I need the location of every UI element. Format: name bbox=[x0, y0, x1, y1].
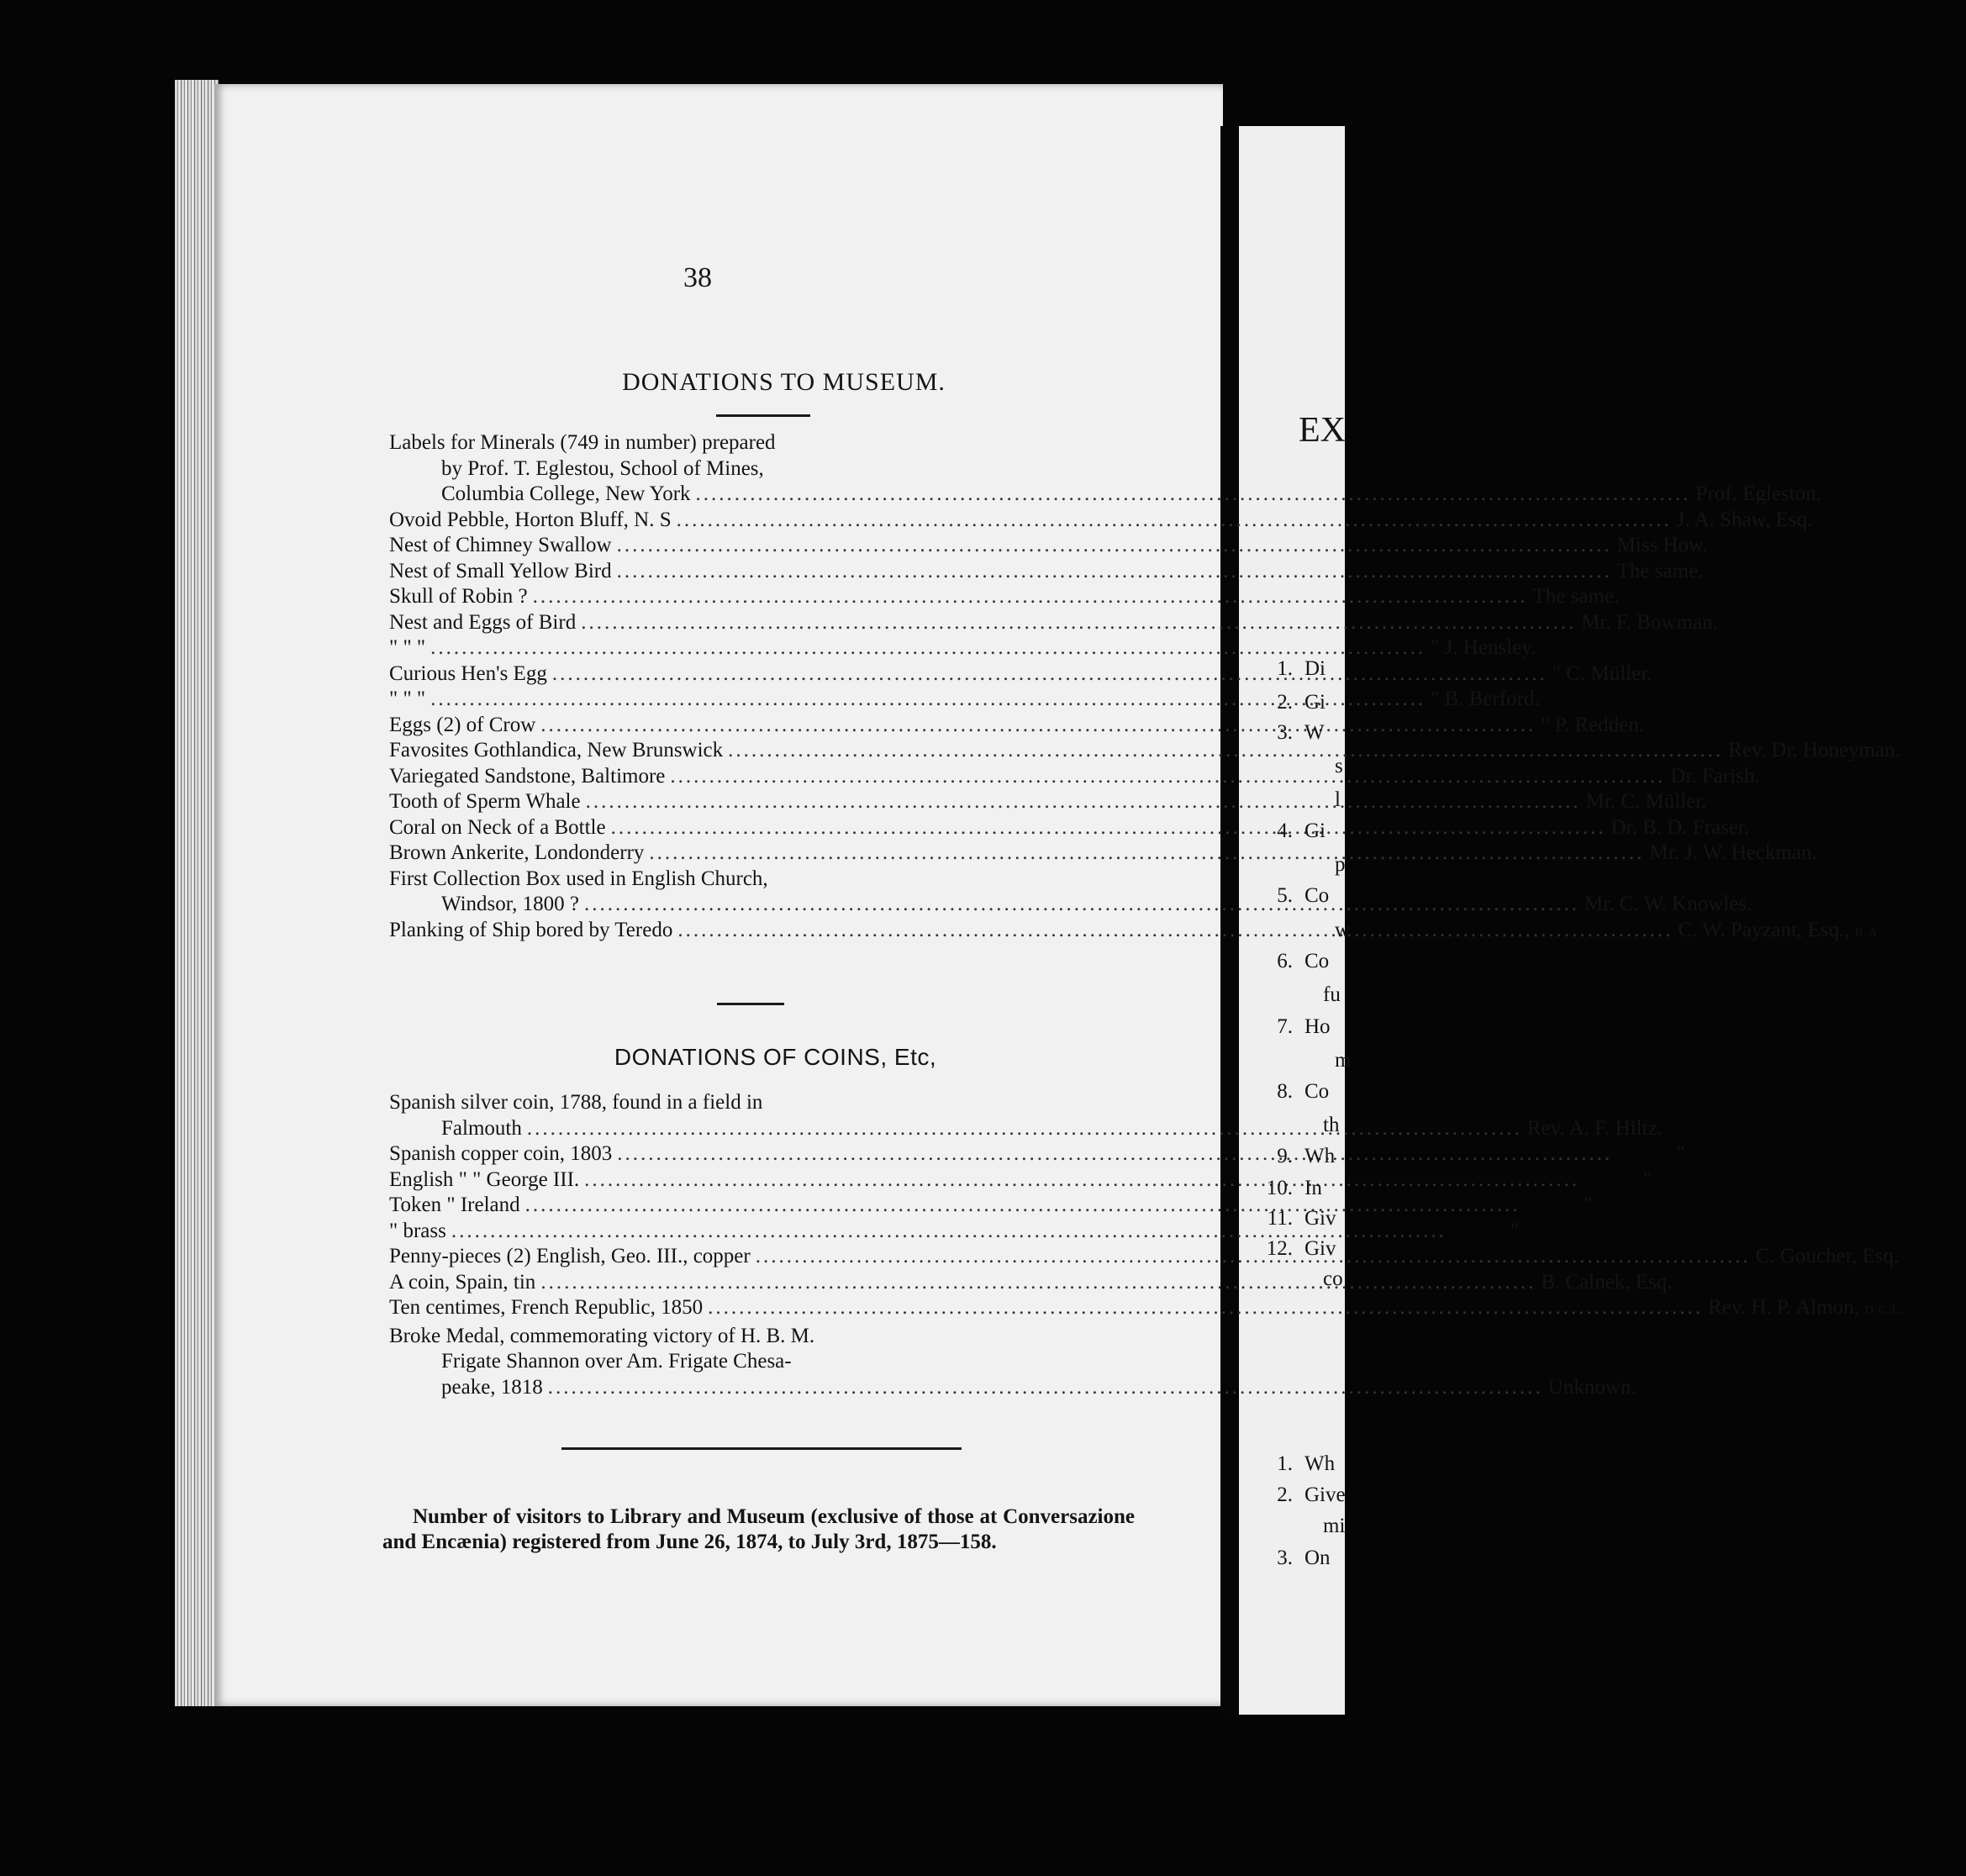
right-page-item bbox=[1246, 721, 1325, 745]
entry-donor bbox=[1452, 1219, 1662, 1245]
entry-description: Nest of Chimney Swallow bbox=[389, 534, 612, 556]
entry-donor bbox=[1431, 635, 1641, 661]
leader-dots bbox=[708, 1295, 1703, 1321]
entry-description: Coral on Neck of a Bottle bbox=[389, 815, 606, 839]
donor-name: Dr. B. D. Fraser. bbox=[1610, 815, 1750, 839]
entry-donor bbox=[1527, 1116, 1737, 1142]
item-text: Giv bbox=[1305, 1207, 1336, 1230]
item-number: 10. bbox=[1266, 1177, 1293, 1199]
book-page-edges bbox=[175, 80, 219, 1706]
entry-row bbox=[389, 1116, 1663, 1142]
entry-description: Columbia College, New York bbox=[441, 482, 691, 505]
donor-name: The same. bbox=[1532, 585, 1620, 608]
donor-name: J. A. Shaw, Esq. bbox=[1676, 508, 1813, 531]
item-text: In bbox=[1305, 1177, 1322, 1199]
leader-dots bbox=[548, 1375, 1543, 1401]
leader-dots bbox=[540, 713, 1536, 739]
entry-donor bbox=[1584, 892, 1795, 918]
item-number: 7. bbox=[1277, 1015, 1293, 1038]
item-number: 11. bbox=[1267, 1207, 1293, 1230]
donor-name: B. Calnek, Esq. bbox=[1541, 1270, 1673, 1294]
donor-name: The same. bbox=[1616, 559, 1704, 582]
right-page-item bbox=[1246, 1207, 1336, 1230]
entry-row bbox=[389, 1219, 1520, 1245]
leader-dots bbox=[581, 610, 1576, 636]
entry-description: Penny-pieces (2) English, Geo. III., copper bbox=[389, 1245, 751, 1267]
entry-description: Spanish copper coin, 1803 bbox=[389, 1142, 613, 1165]
section-divider bbox=[561, 1447, 962, 1450]
entry-row bbox=[389, 789, 1707, 815]
coins-heading: DONATIONS OF COINS, Etc, bbox=[614, 1044, 937, 1070]
leader-dots bbox=[552, 661, 1547, 688]
leader-dots bbox=[586, 789, 1581, 815]
right-page-item bbox=[1246, 1515, 1345, 1538]
leader-dots bbox=[649, 841, 1644, 867]
right-page-item bbox=[1246, 884, 1329, 908]
visitors-note: Number of visitors to Library and Museum (exclusive of those at Conversazione and Encænia) registered from June 26, 1874, to July 3rd, 1875—158. bbox=[382, 1505, 1135, 1553]
entry-donor bbox=[1541, 713, 1751, 739]
entry-donor bbox=[1708, 1295, 1918, 1324]
leader-dots bbox=[540, 1270, 1536, 1296]
leader-dots bbox=[584, 892, 1579, 918]
entry-row bbox=[389, 508, 1813, 534]
leader-dots bbox=[527, 1116, 1522, 1142]
entry-row bbox=[389, 430, 1146, 456]
entry-donor bbox=[1728, 738, 1938, 764]
leader-dots bbox=[677, 508, 1672, 534]
donor-name: C. Goucher, Esq. bbox=[1755, 1245, 1900, 1267]
donor-name: " P. Redden. bbox=[1541, 713, 1644, 736]
entry-row bbox=[389, 918, 1879, 946]
entry-description: Ten centimes, French Republic, 1850 bbox=[389, 1296, 704, 1319]
entry-donor bbox=[1677, 508, 1887, 534]
item-text: Wh bbox=[1305, 1452, 1336, 1475]
item-text: w bbox=[1335, 919, 1351, 941]
entry-row bbox=[389, 456, 1146, 482]
right-page-item bbox=[1246, 1049, 1351, 1072]
item-text: Wh bbox=[1305, 1145, 1336, 1167]
item-text: Giv bbox=[1305, 1237, 1336, 1260]
right-page-item bbox=[1246, 1015, 1331, 1039]
entry-description: Frigate Shannon over Am. Frigate Chesa- bbox=[441, 1350, 792, 1373]
entry-description: Broke Medal, commemorating victory of H. B. M. bbox=[389, 1324, 815, 1347]
leader-dots bbox=[617, 559, 1612, 585]
entry-row bbox=[389, 610, 1718, 636]
donor-name: Unknown. bbox=[1547, 1375, 1637, 1399]
item-text: th bbox=[1323, 1114, 1340, 1136]
donor-name: Dr. Farish. bbox=[1670, 764, 1760, 788]
entry-row bbox=[389, 533, 1708, 559]
item-number: 2. bbox=[1277, 1483, 1293, 1506]
item-text: Gi bbox=[1305, 691, 1326, 714]
entry-description: Skull of Robin ? bbox=[389, 585, 528, 608]
right-page-item bbox=[1246, 853, 1346, 877]
entry-row bbox=[389, 1375, 1637, 1401]
item-text: mi bbox=[1323, 1515, 1346, 1537]
right-page-item bbox=[1246, 1177, 1322, 1200]
entry-description: by Prof. T. Eglestou, School of Mines, bbox=[441, 456, 764, 480]
entry-description: Token " Ireland bbox=[389, 1194, 520, 1216]
item-number: 2. bbox=[1277, 691, 1293, 714]
entry-description: English " " George III. bbox=[389, 1167, 580, 1191]
entry-description: First Collection Box used in English Church, bbox=[389, 867, 768, 890]
entry-donor bbox=[1431, 687, 1641, 713]
entry-description: Planking of Ship bored by Teredo bbox=[389, 918, 673, 941]
donor-name: Miss How. bbox=[1616, 534, 1708, 556]
right-page-heading-fragment: EX bbox=[1299, 411, 1346, 450]
entry-donor bbox=[1617, 1141, 1827, 1167]
section-divider bbox=[717, 1003, 784, 1005]
right-page-item bbox=[1246, 1452, 1335, 1476]
item-text: W bbox=[1305, 721, 1325, 744]
entry-description: Nest and Eggs of Bird bbox=[389, 610, 577, 634]
leader-dots bbox=[617, 1141, 1612, 1167]
entry-description: Curious Hen's Egg bbox=[389, 661, 547, 685]
donor-name: " bbox=[1643, 1167, 1652, 1191]
item-text: Ho bbox=[1305, 1015, 1331, 1038]
entry-description: Labels for Minerals (749 in number) prepared bbox=[389, 431, 776, 454]
leader-dots bbox=[584, 1167, 1579, 1194]
entry-row bbox=[389, 867, 1146, 893]
item-text: Co bbox=[1305, 884, 1330, 907]
leader-dots bbox=[728, 738, 1723, 764]
item-number: 1. bbox=[1277, 1452, 1293, 1475]
degree-suffix: B.A bbox=[1854, 925, 1879, 940]
entry-row bbox=[389, 559, 1704, 585]
entry-description: Brown Ankerite, Londonderry bbox=[389, 841, 645, 864]
donor-name: Rev. Dr. Honeyman. bbox=[1728, 739, 1900, 761]
entry-row bbox=[389, 584, 1620, 610]
entry-description: Tooth of Sperm Whale bbox=[389, 790, 581, 813]
item-number: 6. bbox=[1277, 950, 1293, 972]
entry-row bbox=[389, 1270, 1673, 1296]
page-number: 38 bbox=[683, 262, 712, 293]
entry-description: Nest of Small Yellow Bird bbox=[389, 559, 612, 582]
right-page-item bbox=[1246, 755, 1343, 778]
leader-dots bbox=[677, 918, 1673, 944]
entry-donor bbox=[1526, 1193, 1736, 1219]
entry-donor bbox=[1617, 559, 1827, 585]
entry-donor bbox=[1649, 841, 1859, 867]
donor-name: " bbox=[1676, 1142, 1685, 1165]
entry-row bbox=[389, 1324, 1146, 1350]
entry-row bbox=[389, 738, 1900, 764]
donor-name: Mr. C. W. Knowles. bbox=[1584, 893, 1753, 915]
item-text: On bbox=[1305, 1547, 1331, 1569]
entry-row bbox=[389, 1090, 1146, 1116]
entry-description: " " " bbox=[389, 688, 426, 710]
entry-description: Falmouth bbox=[441, 1116, 522, 1140]
right-page-item bbox=[1246, 1080, 1329, 1104]
entry-donor bbox=[1586, 789, 1796, 815]
item-text: fu bbox=[1323, 983, 1341, 1006]
donor-name: Prof. Egleston. bbox=[1695, 482, 1821, 505]
item-text: s bbox=[1335, 755, 1343, 777]
item-number: 1. bbox=[1277, 657, 1293, 680]
entry-row bbox=[389, 482, 1821, 508]
museum-heading: DONATIONS TO MUSEUM. bbox=[622, 368, 946, 396]
degree-suffix: D.C.L. bbox=[1864, 1304, 1905, 1317]
entry-donor bbox=[1611, 815, 1821, 841]
entry-donor bbox=[1533, 584, 1743, 610]
entry-donor bbox=[1670, 764, 1880, 790]
entry-row bbox=[389, 1349, 1146, 1375]
donor-name: " J. Hensley. bbox=[1431, 636, 1536, 659]
item-text: Di bbox=[1305, 657, 1326, 680]
entry-donor bbox=[1581, 610, 1791, 636]
entry-description: A coin, Spain, tin bbox=[389, 1270, 536, 1294]
entry-description: Spanish silver coin, 1788, found in a field in bbox=[389, 1091, 763, 1114]
donor-name: " B. Berford. bbox=[1431, 688, 1540, 710]
donor-name: " bbox=[1510, 1219, 1520, 1242]
entry-description: Favosites Gothlandica, New Brunswick bbox=[389, 739, 724, 761]
item-text: p bbox=[1335, 853, 1346, 876]
leader-dots bbox=[696, 482, 1691, 508]
entry-description: Variegated Sandstone, Baltimore bbox=[389, 764, 666, 788]
donor-name: Mr. J. W. Heckman. bbox=[1649, 841, 1817, 864]
donor-name: " bbox=[1584, 1194, 1593, 1216]
item-text: Gi bbox=[1305, 819, 1326, 842]
leader-dots bbox=[617, 533, 1612, 559]
donor-name: " C. Müller. bbox=[1552, 661, 1652, 685]
item-text: Co bbox=[1305, 1080, 1330, 1103]
leader-dots bbox=[670, 764, 1665, 790]
right-page-item bbox=[1246, 1114, 1339, 1137]
donor-name: Rev. A. F. Hiltz. bbox=[1526, 1116, 1663, 1140]
entry-donor bbox=[1541, 1270, 1751, 1296]
entry-row bbox=[389, 1295, 1905, 1324]
right-page-item bbox=[1246, 657, 1326, 681]
item-text: co bbox=[1323, 1267, 1343, 1290]
donor-name: Mr. F. Bowman. bbox=[1581, 610, 1718, 634]
item-number: 3. bbox=[1277, 721, 1293, 744]
entry-description: " brass bbox=[389, 1219, 446, 1242]
right-page-item bbox=[1246, 1145, 1335, 1168]
right-page-item bbox=[1246, 919, 1350, 942]
entry-description: Windsor, 1800 ? bbox=[441, 893, 579, 915]
right-page-item bbox=[1246, 950, 1329, 973]
leader-dots bbox=[611, 815, 1606, 841]
entry-description: peake, 1818 bbox=[441, 1375, 543, 1399]
entry-donor bbox=[1678, 918, 1888, 946]
entry-donor bbox=[1584, 1167, 1795, 1194]
item-text: Give bbox=[1305, 1483, 1346, 1506]
entry-row bbox=[389, 841, 1817, 867]
entry-description: Eggs (2) of Crow bbox=[389, 713, 536, 736]
right-page-item bbox=[1246, 819, 1326, 843]
entry-description: " " " bbox=[389, 636, 426, 659]
item-number: 5. bbox=[1277, 884, 1293, 907]
leader-dots bbox=[533, 584, 1528, 610]
right-page-item bbox=[1246, 1267, 1343, 1291]
entry-donor bbox=[1756, 1244, 1966, 1270]
item-number: 9. bbox=[1277, 1145, 1293, 1167]
entry-donor bbox=[1548, 1375, 1758, 1401]
right-page-item bbox=[1246, 1483, 1346, 1507]
donor-name: C. W. Payzant, Esq., bbox=[1678, 918, 1850, 941]
leader-dots bbox=[525, 1193, 1521, 1219]
item-number: 3. bbox=[1277, 1547, 1293, 1569]
right-page-item bbox=[1246, 1237, 1336, 1261]
item-number: 8. bbox=[1277, 1080, 1293, 1103]
entry-donor bbox=[1552, 661, 1763, 688]
right-page-item bbox=[1246, 983, 1341, 1007]
right-page-item bbox=[1246, 1547, 1331, 1570]
item-text: l bbox=[1335, 788, 1341, 811]
entry-row bbox=[389, 764, 1760, 790]
right-page-item bbox=[1246, 691, 1326, 714]
donor-name: Mr. C. Müller. bbox=[1585, 790, 1707, 813]
entry-donor bbox=[1696, 482, 1906, 508]
entry-description: Ovoid Pebble, Horton Bluff, N. S bbox=[389, 508, 672, 531]
entry-row bbox=[389, 635, 1536, 661]
item-number: 12. bbox=[1266, 1237, 1293, 1260]
right-page-item bbox=[1246, 788, 1341, 812]
donor-name: Rev. H. P. Almon, bbox=[1708, 1296, 1859, 1319]
item-number: 4. bbox=[1277, 819, 1293, 842]
heading-rule bbox=[716, 414, 810, 417]
entry-row bbox=[389, 713, 1644, 739]
entry-donor bbox=[1617, 533, 1827, 559]
item-text: m bbox=[1335, 1049, 1352, 1072]
item-text: Co bbox=[1305, 950, 1330, 972]
